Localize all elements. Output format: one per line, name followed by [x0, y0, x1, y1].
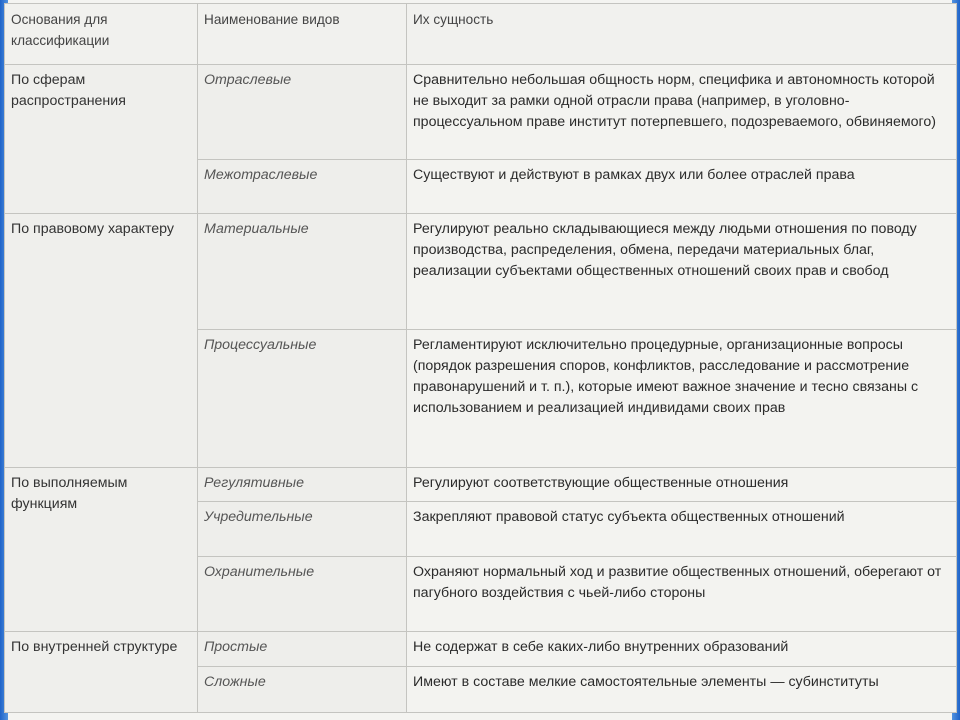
table-row	[5, 632, 957, 667]
header-essence: Их сущность	[407, 4, 957, 65]
essence-cell: Охраняют нормальный ход и развитие общественных отношений, оберегают от пагубного воздействия с чьей-либо стороны	[407, 557, 957, 632]
essence-cell: Регулируют реально складывающиеся между людьми отношения по поводу производства, распределения, обмена, передачи материальных благ, реализации субъектами общественных отношений своих прав и свобод	[407, 214, 957, 330]
basis-cell-structure: По внутренней структуре	[5, 632, 198, 713]
essence-cell: Существуют и действуют в рамках двух или более отраслей права	[407, 160, 957, 214]
kind-cell: Отраслевые	[198, 65, 407, 160]
kind-cell: Материальные	[198, 214, 407, 330]
kind-cell: Охранительные	[198, 557, 407, 632]
table-row	[5, 214, 957, 330]
essence-cell: Регулируют соответствующие общественные отношения	[407, 468, 957, 502]
kind-cell: Сложные	[198, 667, 407, 713]
essence-cell: Не содержат в себе каких-либо внутренних образований	[407, 632, 957, 667]
kind-cell: Учредительные	[198, 502, 407, 557]
table-row	[5, 65, 957, 160]
table-header-row	[5, 4, 957, 65]
essence-cell: Сравнительно небольшая общность норм, специфика и автономность которой не выходит за рамки одной отрасли права (например, в уголовно-процессуальном праве институт потерпевшего, подозреваемого, обвиняемого)	[407, 65, 957, 160]
essence-cell: Имеют в составе мелкие самостоятельные элементы — субинституты	[407, 667, 957, 713]
classification-table	[4, 3, 957, 713]
basis-cell-legal-character: По правовому характеру	[5, 214, 198, 468]
basis-cell-spheres: По сферам распространения	[5, 65, 198, 214]
kind-cell: Межотраслевые	[198, 160, 407, 214]
header-kind: Наименование видов	[198, 4, 407, 65]
kind-cell: Процессуальные	[198, 330, 407, 468]
essence-cell: Регламентируют исключительно процедурные, организационные вопросы (порядок разрешения споров, конфликтов, расследование и рассмотрение правонарушений и т. п.), которые имеют важное значение и тесно связаны с использованием и реализацией индивидами своих прав	[407, 330, 957, 468]
table-row	[5, 468, 957, 502]
basis-cell-functions: По выполняемым функциям	[5, 468, 198, 632]
kind-cell: Регулятивные	[198, 468, 407, 502]
kind-cell: Простые	[198, 632, 407, 667]
header-basis: Основания для классификации	[5, 4, 198, 65]
essence-cell: Закрепляют правовой статус субъекта общественных отношений	[407, 502, 957, 557]
